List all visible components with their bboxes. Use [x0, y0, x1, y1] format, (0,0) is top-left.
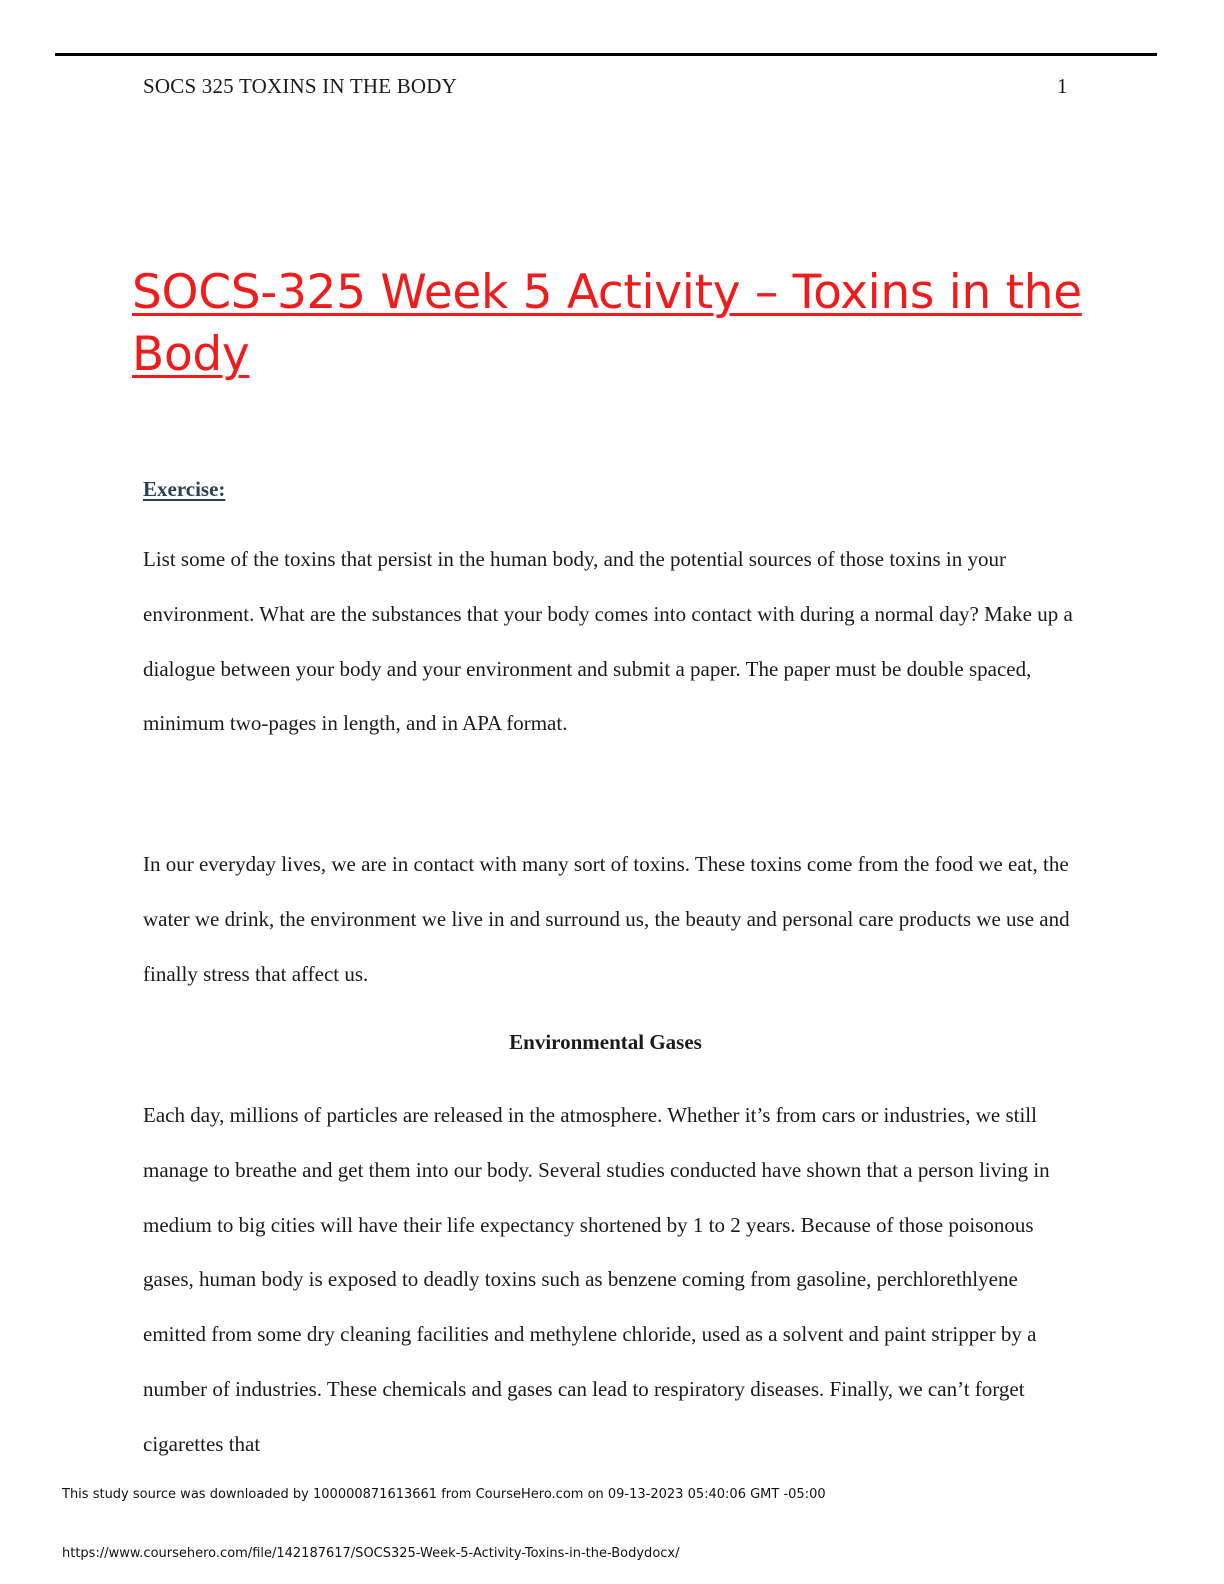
header-rule	[55, 53, 1157, 56]
exercise-prompt: List some of the toxins that persist in the human body, and the potential sources of those toxins in your environment. What are the substances that your body comes into contact with during a normal day? Make up a dialogue between your body and your environment and submit a paper. The paper must be double spaced, minimum two-pages in length, and in APA format.	[143, 547, 1073, 736]
section-body-environmental-gases: Each day, millions of particles are released in the atmosphere. Whether it’s from cars or industries, we still manage to breathe and get them into our body. Several studies conducted have shown that a person living in medium to big cities will have their life expectancy shortened by 1 to 2 years. Because of those poisonous gases, human body is exposed to deadly toxins such as benzene coming from gasoline, perchlorethlyene emitted from some dry cleaning facilities and methylene chloride, used as a solvent and paint stripper by a number of industries. These chemicals and gases can lead to respiratory diseases. Finally, we can’t forget cigarettes that	[143, 1103, 1050, 1456]
section-heading-environmental-gases: Environmental Gases	[509, 1030, 702, 1054]
page-number: 1	[1057, 74, 1068, 98]
exercise-label: Exercise:	[143, 477, 226, 501]
document-title: SOCS-325 Week 5 Activity – Toxins in the Body	[132, 265, 1082, 382]
running-head: SOCS 325 TOXINS IN THE BODY	[143, 74, 458, 98]
intro-paragraph: In our everyday lives, we are in contact with many sort of toxins. These toxins come from the food we eat, the water we drink, the environment we live in and surround us, the beauty and personal care products we use and finally stress that affect us.	[143, 852, 1070, 986]
source-url[interactable]: https://www.coursehero.com/file/142187617/SOCS325-Week-5-Activity-Toxins-in-the-Bodydocx/	[62, 1546, 680, 1561]
download-source-note: This study source was downloaded by 100000871613661 from CourseHero.com on 09-13-2023 05:40:06 GMT -05:00	[62, 1487, 826, 1502]
